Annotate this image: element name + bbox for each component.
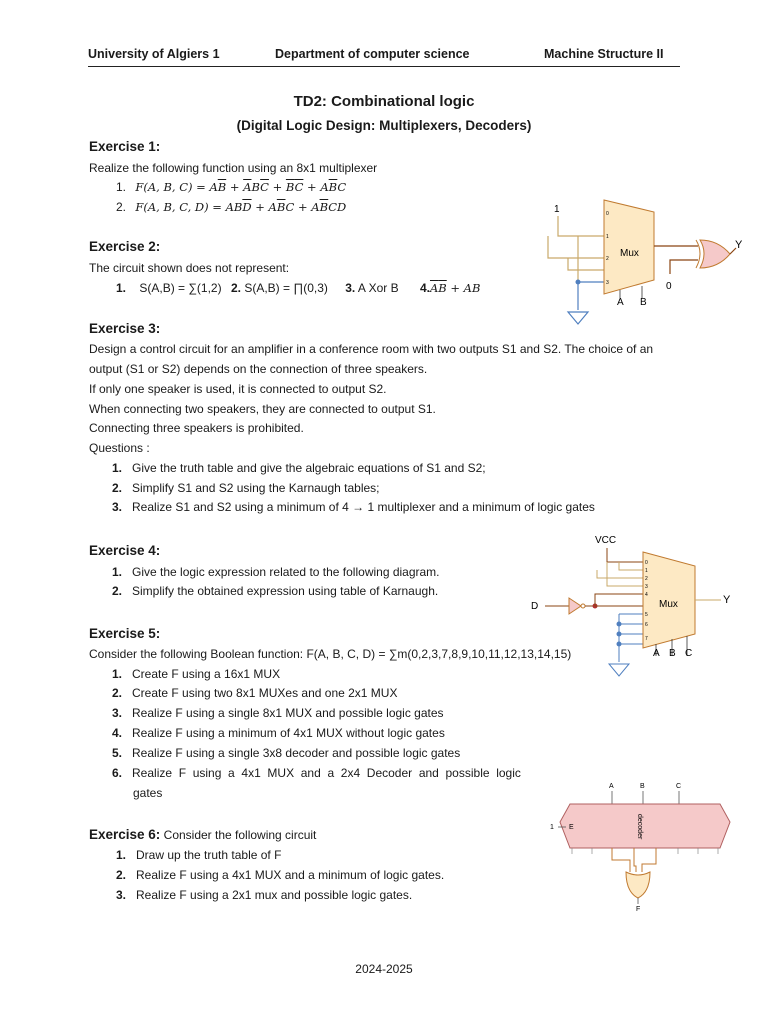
ex2-xor-gate-icon	[700, 240, 730, 268]
ex3-line-6: Questions :	[89, 441, 150, 455]
ex3-line-2: output (S1 or S2) depends on the connection of three speakers.	[89, 362, 428, 376]
ex2-pin-3: 3	[606, 280, 609, 286]
ex3-q1-num: 1.	[112, 461, 123, 475]
ex4-pin-6: 6	[645, 622, 648, 628]
ex3-q2-num: 2.	[112, 481, 123, 495]
ex4-title: Exercise 4:	[89, 543, 161, 558]
ex1-title: Exercise 1:	[89, 139, 161, 154]
ex2-opt4-num: 4.	[419, 281, 430, 295]
ex1-item-2-lhs: F(A, B, C, D) =	[135, 200, 226, 214]
ex4-select-b: B	[669, 648, 676, 659]
ex5-q4-num: 4.	[112, 726, 123, 740]
ex2-title: Exercise 2:	[89, 239, 161, 254]
ex2-opt1: S(A,B) = ∑(1,2)	[139, 281, 222, 295]
ex5-q1-num: 1.	[112, 667, 123, 681]
ex5-question-3	[112, 706, 444, 720]
ex2-wire-in2	[568, 258, 604, 270]
ex1-item-2	[116, 200, 346, 214]
ex1-item-1-rhs: $A\overline{B} + \overline{A}B\overline{C} + \overline{B}\overline{C} + A\overline{B}C$	[209, 180, 347, 194]
header-university: University of Algiers 1	[88, 47, 220, 61]
ex2-wire-in0	[558, 216, 604, 236]
ex3-q3-num: 3.	[112, 500, 123, 514]
page-subtitle: (Digital Logic Design: Multiplexers, Decoders)	[236, 118, 532, 133]
ex6-question-2	[116, 868, 444, 882]
ex2-zero-wire	[670, 260, 698, 274]
ex4-input-d: D	[531, 601, 539, 612]
ex4-pin-4: 4	[645, 592, 648, 598]
ex4-question-1	[112, 565, 440, 579]
ex2-junction	[576, 280, 581, 285]
ex6-q3-text: Realize F using a 2x1 mux and possible logic gates.	[136, 888, 413, 902]
ex4-inverter-bubble	[581, 604, 585, 608]
ex6-intro: Consider the following circuit	[160, 828, 317, 842]
ex4-vcc-label: VCC	[595, 535, 617, 546]
ex5-question-4	[112, 726, 445, 740]
ex4-junction-1	[617, 622, 622, 627]
ex4-q2-text: Simplify the obtained expression using table of Karnaugh.	[132, 584, 439, 598]
ex3-question-2	[112, 481, 380, 495]
ex5-question-1	[112, 667, 280, 681]
ex3-title: Exercise 3:	[89, 321, 161, 336]
ex2-opt4: $\overline{A}\overline{B}$ + AB	[429, 281, 481, 295]
ex2-select-a: A	[617, 297, 624, 308]
ex6-heading	[89, 827, 316, 842]
ex5-q2-num: 2.	[112, 686, 123, 700]
ex6-wire-out-to-or-3	[642, 848, 656, 872]
ex2-pin-1: 1	[606, 234, 609, 240]
ex4-vcc-wire	[607, 548, 643, 562]
ex2-select-b: B	[640, 297, 647, 308]
ex2-zero-label: 0	[666, 281, 672, 292]
header-department: Department of computer science	[275, 47, 470, 61]
ex4-junction-2	[617, 632, 622, 637]
ex6-q3-num: 3.	[116, 888, 127, 902]
ex4-output-y: Y	[723, 594, 731, 606]
ex6-enable-e: E	[569, 824, 574, 831]
ex6-input-b: B	[640, 783, 645, 790]
ex6-input-c: C	[676, 783, 682, 790]
ex6-title: Exercise 6:	[89, 827, 161, 842]
ex4-select-a: A	[653, 648, 660, 659]
ex6-wire-out-to-or-2	[634, 848, 636, 872]
ex2-opt3: A Xor B	[357, 281, 399, 295]
ex5-q3-num: 3.	[112, 706, 123, 720]
ex5-question-5	[112, 746, 460, 760]
ex4-ground-icon	[609, 664, 629, 676]
ex6-wire-out-to-or-1	[612, 848, 630, 872]
ex3-question-3	[112, 500, 595, 514]
ex6-q1-num: 1.	[116, 848, 127, 862]
ex3-q2-text: Simplify S1 and S2 using the Karnaugh tables;	[132, 481, 380, 495]
ex6-input-a: A	[609, 783, 614, 790]
ex4-q1-num: 1.	[112, 565, 123, 579]
ex4-pin-5: 5	[645, 612, 648, 618]
ex2-intro: The circuit shown does not represent:	[89, 261, 290, 275]
ex1-item-1-lhs: F(A, B, C) =	[135, 180, 210, 194]
header-rule	[88, 66, 680, 67]
ex3-q1-text: Give the truth table and give the algebraic equations of S1 and S2;	[132, 461, 486, 475]
ex4-pin-3: 3	[645, 584, 648, 590]
header-course: Machine Structure II	[544, 47, 664, 61]
ex2-mux-label: Mux	[620, 248, 639, 259]
ex3-line-3: If only one speaker is used, it is connected to output S2.	[89, 382, 387, 396]
ex2-mux-body	[604, 200, 654, 294]
ex3-question-1	[112, 461, 486, 475]
ex4-mux-label: Mux	[659, 599, 678, 610]
ex6-decoder-label: decoder	[636, 814, 643, 840]
ex5-q2-text: Create F using two 8x1 MUXes and one 2x1 MUX	[132, 686, 398, 700]
ex6-output-f: F	[636, 906, 641, 912]
ex5-q5-text: Realize F using a single 3x8 decoder and possible logic gates	[132, 746, 461, 760]
ex6-enable-one: 1	[550, 824, 554, 831]
ex4-pin-0: 0	[645, 560, 648, 566]
ex3-line-1: Design a control circuit for an amplifier in a conference room with two outputs S1 and S2. The choice of an	[89, 342, 654, 356]
ex4-wire-in1	[619, 562, 643, 570]
ex1-intro: Realize the following function using an 8x1 multiplexer	[89, 161, 378, 175]
ex4-buffer-icon	[569, 598, 581, 614]
ex6-decoder-outputs	[572, 848, 718, 854]
ex1-item-1-num: 1.	[116, 180, 127, 194]
ex5-q3-text: Realize F using a single 8x1 MUX and possible logic gates	[132, 706, 444, 720]
ex4-junction-3	[617, 642, 622, 647]
ex6-q1-text: Draw up the truth table of F	[136, 848, 282, 862]
ex2-pin-2: 2	[606, 256, 609, 262]
ex2-opt3-num: 3.	[345, 281, 356, 295]
ex2-mux-diagram	[540, 198, 750, 330]
ex5-q6-num: 6.	[112, 766, 123, 780]
ex4-pin-2: 2	[645, 576, 648, 582]
ex5-q4-text: Realize F using a minimum of 4x1 MUX without logic gates	[132, 726, 445, 740]
ex5-question-6	[112, 766, 521, 780]
ex3-line-4: When connecting two speakers, they are connected to output S1.	[89, 402, 436, 416]
ex4-pin-1: 1	[645, 568, 648, 574]
ex2-pin-0: 0	[606, 211, 609, 217]
ex6-decoder-body	[560, 804, 730, 848]
ex4-select-c: C	[685, 648, 693, 659]
ex1-item-1	[116, 180, 346, 194]
ex6-question-3	[116, 888, 412, 902]
ex4-q2-num: 2.	[112, 584, 123, 598]
ex2-xor-back	[696, 240, 700, 268]
ex3-q3-text: Realize S1 and S2 using a minimum of 4 → 1 multiplexer and a minimum of logic gates	[132, 500, 595, 514]
ex1-item-2-rhs: $AB\overline{D} + A\overline{B}C + A\overline{B}CD$	[225, 200, 347, 214]
ex4-question-2	[112, 584, 438, 598]
ex2-ground-icon	[568, 312, 588, 324]
ex2-input-one-label: 1	[554, 204, 560, 215]
ex4-wire-in3	[607, 562, 643, 586]
ex6-or-gate-icon	[626, 872, 650, 898]
ex5-question-6-cont: gates	[133, 786, 163, 800]
ex2-opt2-num: 2.	[230, 281, 241, 295]
ex6-q2-text: Realize F using a 4x1 MUX and a minimum of logic gates.	[136, 868, 445, 882]
ex4-wire-in5	[595, 594, 643, 606]
ex5-q5-num: 5.	[112, 746, 123, 760]
ex2-opt2: S(A,B) = ∏(0,3)	[244, 281, 328, 295]
ex5-q1-text: Create F using a 16x1 MUX	[132, 667, 281, 681]
ex5-title: Exercise 5:	[89, 626, 161, 641]
ex2-options	[116, 281, 480, 295]
ex3-line-5: Connecting three speakers is prohibited.	[89, 421, 304, 435]
ex1-item-2-num: 2.	[116, 200, 127, 214]
ex5-intro: Consider the following Boolean function: F(A, B, C, D) = ∑m(0,2,3,7,8,9,10,11,12,13,14,15)	[89, 647, 572, 661]
ex6-q2-num: 2.	[116, 868, 127, 882]
ex4-pin-7: 7	[645, 636, 648, 642]
ex6-decoder-diagram	[540, 776, 740, 912]
ex6-question-1	[116, 848, 281, 862]
ex4-q1-text: Give the logic expression related to the following diagram.	[132, 565, 440, 579]
ex5-question-2	[112, 686, 397, 700]
ex2-output-y: Y	[735, 239, 743, 251]
ex2-wire-in1	[548, 236, 604, 258]
footer-year: 2024-2025	[355, 962, 413, 976]
ex2-opt1-num: 1.	[116, 281, 127, 295]
page-title: TD2: Combinational logic	[293, 93, 475, 110]
ex5-q6-text: Realize F using a 4x1 MUX and a 2x4 Decoder and possible logic	[132, 766, 521, 780]
ex4-wire-in2	[597, 570, 643, 578]
